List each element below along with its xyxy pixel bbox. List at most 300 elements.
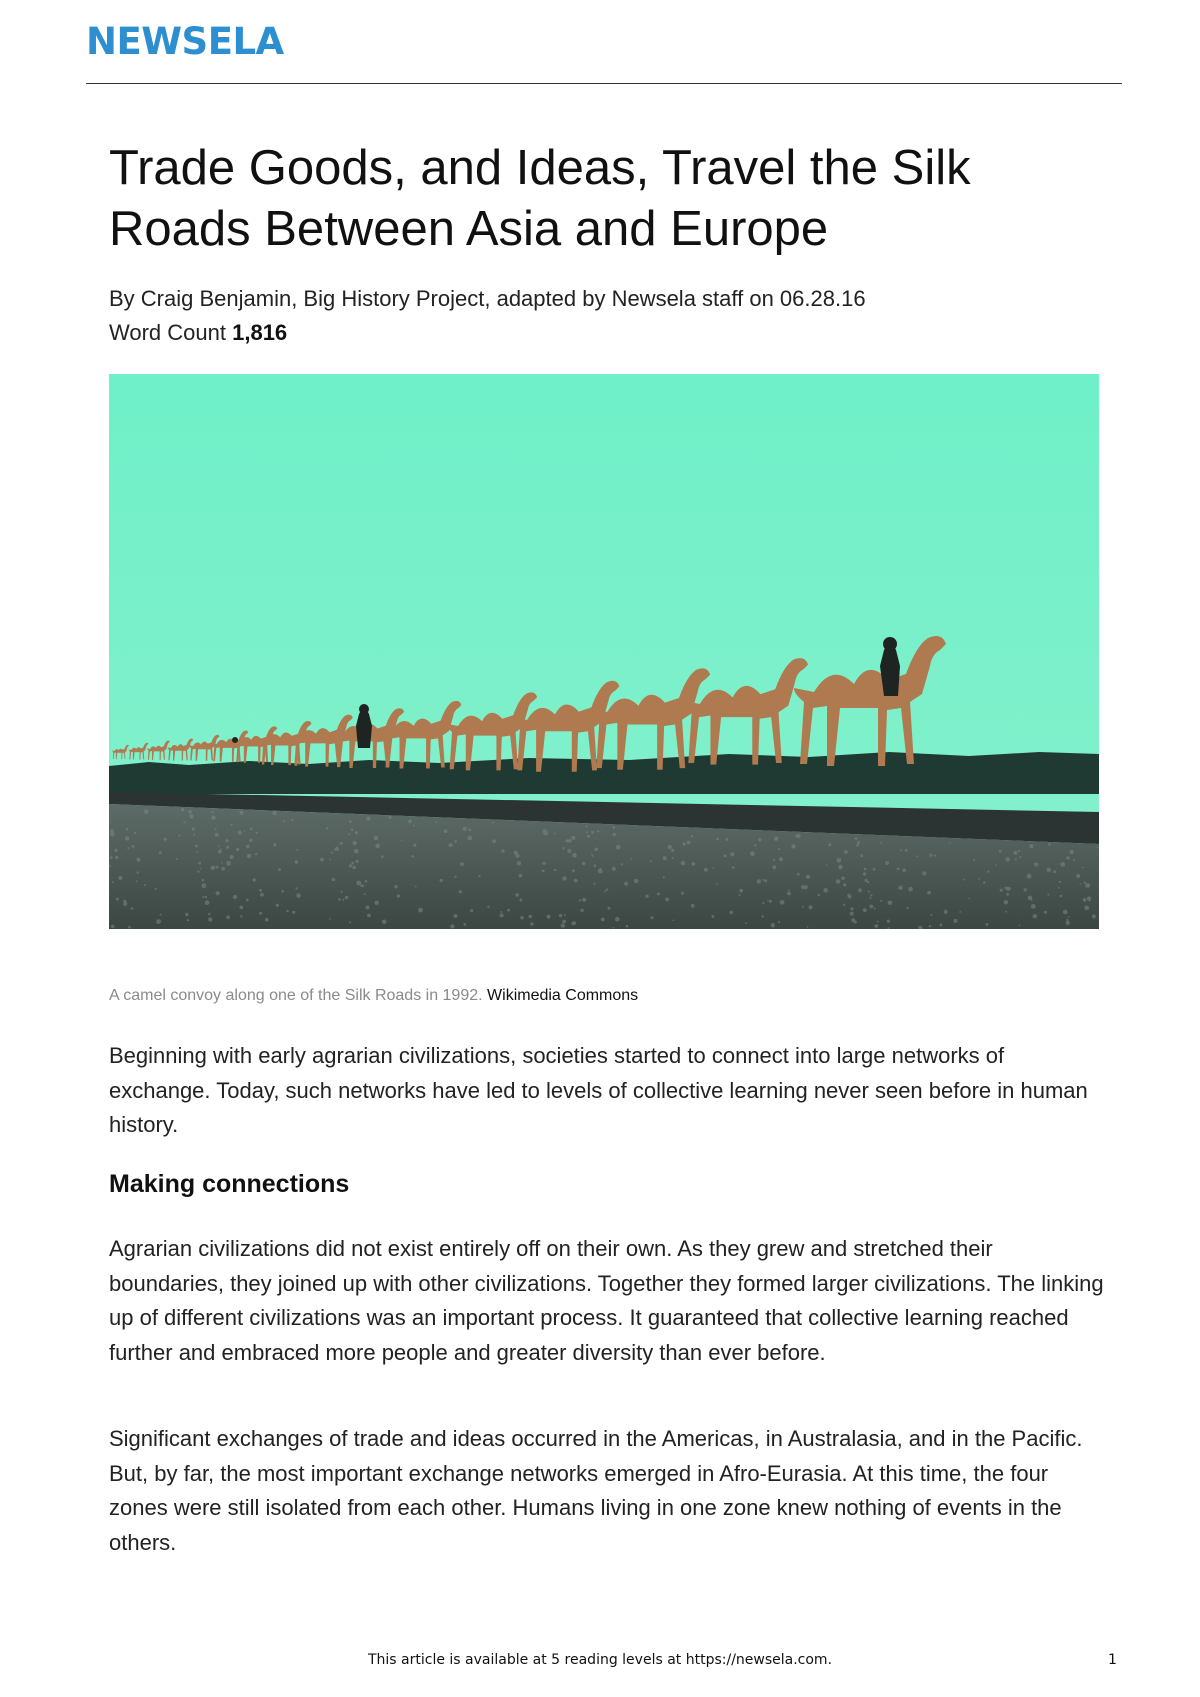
gravel-speck: [621, 863, 623, 865]
gravel-speck: [365, 880, 368, 883]
gravel-speck: [809, 905, 813, 909]
word-count-value: 1,816: [232, 320, 288, 345]
gravel-speck: [179, 835, 181, 837]
gravel-speck: [599, 870, 602, 873]
gravel-speck: [401, 840, 403, 842]
gravel-speck: [454, 914, 458, 918]
gravel-speck: [295, 860, 298, 863]
gravel-speck: [132, 845, 135, 848]
gravel-speck: [338, 898, 341, 901]
gravel-speck: [547, 915, 551, 919]
gravel-speck: [837, 858, 842, 863]
gravel-speck: [1018, 850, 1020, 852]
gravel-speck: [604, 890, 606, 892]
gravel-speck: [1058, 887, 1060, 889]
gravel-speck: [259, 912, 262, 915]
gravel-speck: [192, 827, 195, 830]
gravel-speck: [295, 887, 297, 889]
gravel-speck: [1059, 881, 1061, 883]
gravel-speck: [195, 845, 198, 848]
gravel-speck: [615, 917, 620, 922]
gravel-speck: [329, 859, 331, 861]
gravel-speck: [418, 908, 423, 913]
gravel-speck: [631, 858, 633, 860]
gravel-speck: [136, 858, 140, 862]
gravel-speck: [444, 829, 448, 833]
gravel-speck: [408, 820, 412, 824]
gravel-speck: [564, 914, 566, 916]
body-paragraph-1: Agrarian civilizations did not exist entirely off on their own. As they grew and stretched their boundaries, they joined up with other civilizations. Together they formed larger civilizations. The linking up of different civilizations was an important process. It guaranteed that collective learning reached further and embraced more people and greater diversity than ever before.: [109, 1236, 1104, 1365]
gravel-speck: [181, 808, 184, 811]
gravel-speck: [907, 907, 909, 909]
gravel-speck: [273, 843, 276, 846]
gravel-speck: [517, 861, 521, 865]
gravel-speck: [687, 841, 691, 845]
gravel-speck: [1027, 874, 1032, 879]
gravel-speck: [351, 828, 354, 831]
gravel-speck: [468, 828, 471, 831]
gravel-speck: [959, 911, 961, 913]
gravel-speck: [758, 838, 761, 841]
gravel-speck: [286, 910, 288, 912]
gravel-speck: [787, 892, 791, 896]
word-count: [109, 316, 866, 350]
gravel-speck: [221, 862, 223, 864]
gravel-speck: [500, 914, 504, 918]
gravel-speck: [681, 892, 684, 895]
body-paragraph-2: Significant exchanges of trade and ideas occurred in the Americas, in Australasia, and in the Pacific. But, by far, the most important exchange networks emerged in Afro-Eurasia. At this time, the four zones were still isolated from each other. Humans living in one zone knew nothing of events in the others.: [109, 1426, 1083, 1555]
gravel-speck: [412, 855, 415, 858]
gravel-speck: [868, 891, 870, 893]
gravel-speck: [704, 868, 708, 872]
gravel-speck: [341, 891, 343, 893]
gravel-speck: [838, 865, 843, 870]
gravel-speck: [692, 862, 696, 866]
gravel-speck: [435, 821, 437, 823]
gravel-speck: [128, 926, 131, 929]
gravel-speck: [449, 843, 453, 847]
gravel-speck: [645, 895, 648, 898]
gravel-speck: [873, 868, 876, 871]
gravel-speck: [137, 871, 139, 873]
gravel-speck: [1014, 851, 1018, 855]
gravel-speck: [500, 911, 502, 913]
gravel-speck: [131, 907, 134, 910]
gravel-speck: [211, 811, 213, 813]
gravel-speck: [848, 895, 851, 898]
gravel-speck: [999, 850, 1002, 853]
gravel-speck: [582, 898, 586, 902]
gravel-speck: [586, 831, 588, 833]
gravel-speck: [239, 906, 243, 910]
gravel-speck: [594, 848, 598, 852]
gravel-speck: [807, 926, 809, 928]
gravel-speck: [542, 870, 545, 873]
gravel-speck: [355, 831, 358, 834]
gravel-speck: [764, 879, 767, 882]
gravel-speck: [725, 838, 728, 841]
gravel-speck: [450, 924, 454, 928]
gravel-speck: [460, 862, 464, 866]
gravel-speck: [187, 919, 189, 921]
gravel-speck: [374, 901, 378, 905]
gravel-speck: [934, 855, 936, 857]
gravel-speck: [1063, 910, 1068, 915]
gravel-speck: [265, 918, 269, 922]
rider-lead-head: [883, 637, 897, 651]
gravel-speck: [342, 899, 344, 901]
gravel-speck: [673, 920, 675, 922]
gravel-speck: [1006, 887, 1010, 891]
gravel-speck: [691, 904, 695, 908]
gravel-speck: [650, 860, 652, 862]
newsela-logo: NEWSELA: [86, 20, 284, 63]
gravel-speck: [1076, 874, 1080, 878]
gravel-speck: [215, 828, 217, 830]
gravel-speck: [591, 831, 594, 834]
gravel-speck: [554, 833, 556, 835]
gravel-speck: [247, 854, 252, 859]
gravel-speck: [218, 845, 220, 847]
gravel-speck: [863, 908, 867, 912]
gravel-speck: [230, 824, 232, 826]
gravel-speck: [332, 878, 336, 882]
image-caption: [109, 985, 638, 1007]
gravel-speck: [246, 899, 249, 902]
gravel-speck: [769, 900, 772, 903]
gravel-speck: [292, 911, 295, 914]
gravel-speck: [613, 927, 615, 929]
gravel-speck: [855, 837, 858, 840]
gravel-speck: [973, 859, 975, 861]
gravel-speck: [711, 915, 714, 918]
gravel-speck: [356, 860, 359, 863]
gravel-speck: [922, 871, 926, 875]
gravel-speck: [200, 868, 202, 870]
gravel-speck: [126, 828, 129, 831]
gravel-speck: [762, 879, 764, 881]
gravel-speck: [778, 921, 780, 923]
gravel-speck: [156, 919, 161, 924]
gravel-speck: [413, 844, 416, 847]
gravel-speck: [134, 832, 136, 834]
gravel-speck: [114, 849, 117, 852]
gravel-speck: [1070, 850, 1074, 854]
gravel-speck: [278, 868, 281, 871]
gravel-speck: [657, 893, 660, 896]
gravel-speck: [208, 913, 210, 915]
gravel-speck: [1089, 900, 1091, 902]
gravel-speck: [762, 915, 764, 917]
gravel-speck: [716, 838, 719, 841]
gravel-speck: [260, 893, 264, 897]
gravel-speck: [562, 876, 566, 880]
gravel-speck: [296, 849, 298, 851]
gravel-speck: [468, 836, 473, 841]
gravel-speck: [1024, 888, 1027, 891]
gravel-speck: [818, 894, 820, 896]
gravel-speck: [221, 867, 225, 871]
gravel-speck: [183, 821, 185, 823]
gravel-speck: [745, 922, 747, 924]
gravel-speck: [949, 842, 951, 844]
gravel-speck: [1019, 856, 1021, 858]
caption-credit: Wikimedia Commons: [487, 987, 639, 1004]
gravel-speck: [202, 896, 204, 898]
rider-far-head: [232, 737, 238, 743]
gravel-speck: [750, 851, 755, 856]
gravel-speck: [650, 916, 653, 919]
gravel-speck: [415, 886, 417, 888]
gravel-speck: [1066, 856, 1069, 859]
gravel-speck: [597, 830, 599, 832]
gravel-speck: [283, 820, 285, 822]
gravel-speck: [127, 847, 129, 849]
gravel-speck: [1092, 914, 1096, 918]
gravel-speck: [850, 912, 854, 916]
page-number: 1: [1108, 1652, 1117, 1668]
gravel-speck: [826, 864, 828, 866]
gravel-speck: [778, 848, 780, 850]
gravel-speck: [571, 836, 575, 840]
gravel-speck: [354, 849, 359, 854]
gravel-speck: [851, 918, 855, 922]
gravel-speck: [249, 839, 252, 842]
gravel-speck: [1073, 859, 1075, 861]
gravel-speck: [144, 884, 146, 886]
gravel-speck: [507, 909, 510, 912]
article-meta: [109, 282, 866, 350]
gravel-speck: [1082, 867, 1084, 869]
gravel-speck: [851, 907, 854, 910]
gravel-speck: [844, 850, 848, 854]
gravel-speck: [125, 836, 129, 840]
gravel-speck: [239, 811, 243, 815]
gravel-speck: [340, 842, 343, 845]
gravel-speck: [828, 843, 831, 846]
gravel-speck: [256, 832, 258, 834]
gravel-speck: [594, 864, 597, 867]
gravel-speck: [672, 857, 674, 859]
gravel-speck: [916, 855, 918, 857]
gravel-speck: [559, 914, 562, 917]
gravel-speck: [665, 898, 669, 902]
gravel-speck: [470, 909, 473, 912]
gravel-speck: [440, 879, 443, 882]
gravel-speck: [110, 832, 115, 837]
gravel-speck: [1085, 883, 1090, 888]
gravel-speck: [382, 920, 387, 925]
gravel-speck: [394, 885, 397, 888]
gravel-speck: [940, 924, 943, 927]
gravel-speck: [986, 923, 989, 926]
gravel-speck: [1000, 889, 1003, 892]
gravel-speck: [164, 838, 167, 841]
gravel-speck: [197, 851, 199, 853]
gravel-speck: [791, 844, 795, 848]
gravel-speck: [1019, 924, 1021, 926]
gravel-speck: [963, 879, 965, 881]
gravel-speck: [996, 864, 998, 866]
gravel-speck: [880, 842, 882, 844]
gravel-speck: [739, 894, 741, 896]
footer-note: This article is available at 5 reading levels at https://newsela.com.: [367, 1652, 833, 1668]
gravel-speck: [246, 845, 250, 849]
gravel-speck: [927, 891, 931, 895]
gravel-speck: [188, 810, 191, 813]
gravel-speck: [568, 839, 572, 843]
gravel-speck: [874, 908, 876, 910]
gravel-speck: [240, 915, 242, 917]
gravel-speck: [579, 899, 581, 901]
gravel-speck: [729, 911, 733, 915]
gravel-speck: [874, 924, 878, 928]
gravel-speck: [329, 918, 331, 920]
gravel-speck: [185, 913, 188, 916]
gravel-speck: [487, 906, 489, 908]
gravel-speck: [930, 914, 932, 916]
gravel-speck: [930, 854, 933, 857]
gravel-speck: [413, 825, 415, 827]
gravel-speck: [366, 817, 370, 821]
gravel-speck: [572, 869, 575, 872]
gravel-speck: [797, 873, 800, 876]
gravel-speck: [774, 837, 778, 841]
gravel-speck: [348, 834, 350, 836]
gravel-speck: [515, 893, 519, 897]
gravel-speck: [202, 879, 205, 882]
gravel-speck: [767, 900, 769, 902]
gravel-speck: [198, 862, 201, 865]
gravel-speck: [561, 923, 565, 927]
gravel-speck: [1033, 914, 1037, 918]
gravel-speck: [349, 921, 351, 923]
gravel-speck: [389, 816, 392, 819]
gravel-speck: [281, 890, 284, 893]
gravel-speck: [897, 868, 900, 871]
gravel-speck: [1083, 898, 1087, 902]
gravel-speck: [291, 819, 293, 821]
gravel-speck: [663, 856, 667, 860]
gravel-speck: [681, 861, 685, 865]
gravel-speck: [843, 883, 846, 886]
intro-paragraph: Beginning with early agrarian civilizations, societies started to connect into large networks of exchange. Today, such networks have led to levels of collective learning never seen before in human history.: [109, 1043, 1088, 1137]
gravel-speck: [571, 922, 574, 925]
gravel-speck: [585, 825, 587, 827]
gravel-speck: [454, 876, 456, 878]
gravel-speck: [1084, 906, 1089, 911]
gravel-speck: [612, 867, 616, 871]
gravel-speck: [259, 889, 262, 892]
gravel-speck: [364, 893, 366, 895]
gravel-speck: [624, 882, 628, 886]
gravel-speck: [205, 900, 210, 905]
gravel-speck: [176, 858, 178, 860]
gravel-speck: [326, 827, 328, 829]
gravel-speck: [454, 840, 457, 843]
header-divider: [86, 83, 1122, 84]
gravel-speck: [463, 923, 466, 926]
gravel-speck: [788, 889, 790, 891]
gravel-speck: [691, 835, 693, 837]
gravel-speck: [772, 865, 776, 869]
gravel-speck: [542, 862, 545, 865]
gravel-speck: [1047, 894, 1049, 896]
gravel-speck: [857, 841, 860, 844]
gravel-speck: [863, 872, 866, 875]
gravel-speck: [530, 922, 533, 925]
gravel-speck: [216, 866, 219, 869]
gravel-speck: [1080, 883, 1082, 885]
gravel-speck: [367, 914, 371, 918]
gravel-speck: [1031, 900, 1033, 902]
gravel-speck: [160, 914, 162, 916]
gravel-speck: [1053, 870, 1056, 873]
word-count-label: Word Count: [109, 320, 226, 345]
gravel-speck: [683, 842, 686, 845]
gravel-speck: [1084, 882, 1086, 884]
gravel-speck: [592, 855, 594, 857]
gravel-speck: [983, 881, 985, 883]
gravel-speck: [900, 849, 902, 851]
gravel-speck: [1029, 844, 1033, 848]
gravel-speck: [954, 919, 958, 923]
gravel-speck: [272, 811, 276, 815]
gravel-speck: [757, 879, 761, 883]
gravel-speck: [562, 847, 564, 849]
gravel-speck: [613, 833, 617, 837]
gravel-speck: [634, 879, 639, 884]
gravel-speck: [352, 841, 357, 846]
gravel-speck: [193, 834, 195, 836]
gravel-speck: [1061, 862, 1066, 867]
gravel-speck: [233, 895, 237, 899]
gravel-speck: [567, 849, 571, 853]
gravel-speck: [905, 849, 908, 852]
gravel-speck: [908, 887, 913, 892]
gravel-speck: [208, 917, 212, 921]
gravel-speck: [478, 875, 480, 877]
gravel-speck: [197, 871, 199, 873]
gravel-speck: [616, 845, 621, 850]
gravel-speck: [779, 857, 783, 861]
gravel-speck: [349, 864, 352, 867]
gravel-speck: [202, 883, 207, 888]
gravel-speck: [836, 879, 841, 884]
gravel-speck: [218, 850, 222, 854]
gravel-speck: [118, 876, 122, 880]
gravel-speck: [712, 867, 714, 869]
gravel-speck: [1044, 911, 1047, 914]
gravel-speck: [1005, 911, 1007, 913]
gravel-speck: [155, 888, 157, 890]
gravel-speck: [375, 844, 380, 849]
gravel-speck: [236, 848, 239, 851]
gravel-speck: [1015, 858, 1017, 860]
gravel-speck: [944, 910, 948, 914]
gravel-speck: [255, 853, 257, 855]
gravel-speck: [515, 854, 519, 858]
gravel-speck: [968, 898, 970, 900]
gravel-speck: [601, 918, 605, 922]
rider-middle-head: [359, 704, 369, 714]
gravel-speck: [1034, 863, 1038, 867]
gravel-speck: [351, 862, 354, 865]
gravel-speck: [582, 862, 585, 865]
gravel-speck: [244, 830, 246, 832]
gravel-speck: [331, 852, 333, 854]
gravel-speck: [519, 899, 522, 902]
